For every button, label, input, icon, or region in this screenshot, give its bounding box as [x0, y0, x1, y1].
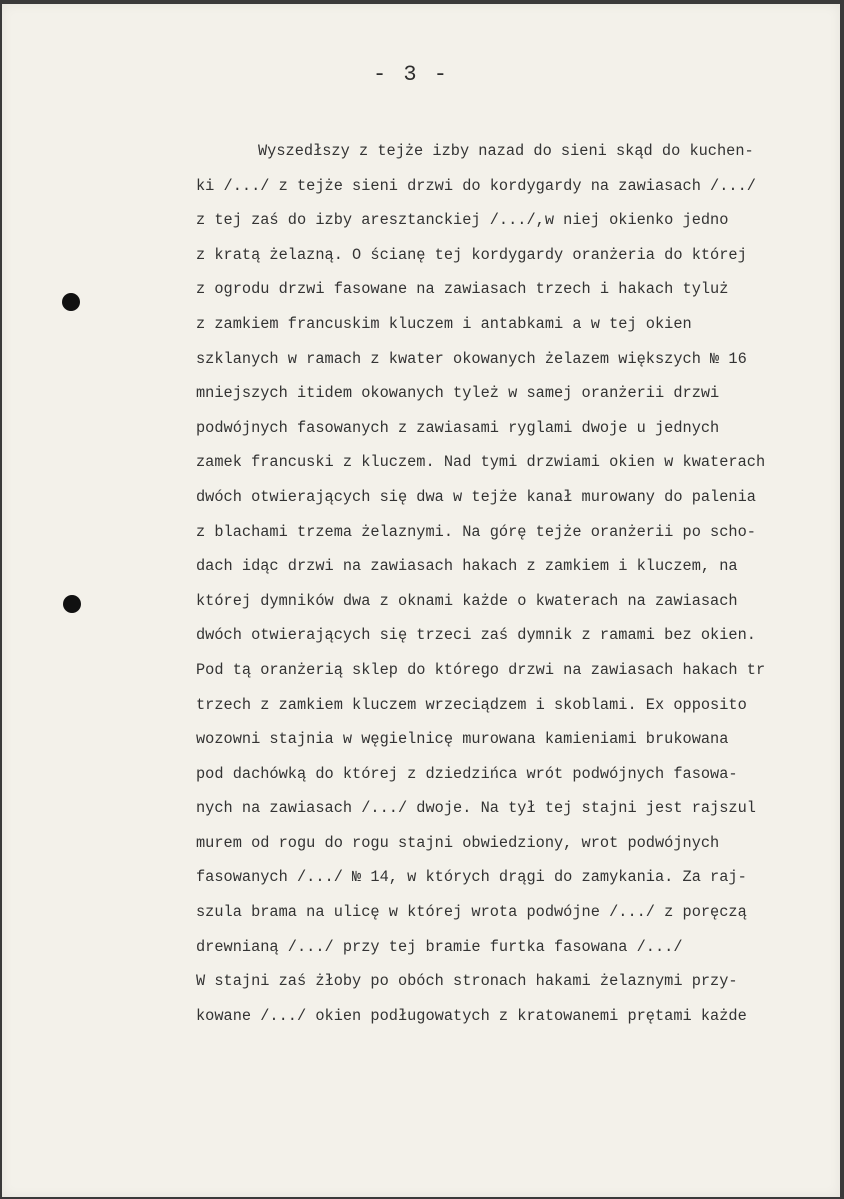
text-line: wozowni stajnia w węgielnicę murowana kamieniami brukowana [196, 730, 729, 749]
text-line: ki /.../ z tejże sieni drzwi do kordygardy na zawiasach /.../ [196, 176, 756, 195]
text-line: z zamkiem francuskim kluczem i antabkami a w tej okien [196, 314, 692, 333]
text-line: podwójnych fasowanych z zawiasami ryglami dwoje u jednych [196, 418, 720, 437]
text-line: trzech z zamkiem kluczem wrzeciądzem i skoblami. Ex opposito [196, 695, 747, 714]
text-line: z blachami trzema żelaznymi. Na górę tejże oranżerii po scho- [196, 522, 756, 541]
punch-hole-top [62, 293, 80, 311]
text-line: szklanych w ramach z kwater okowanych żelazem większych № 16 [196, 349, 747, 368]
text-line: z ogrodu drzwi fasowane na zawiasach trzech i hakach tyluż [196, 280, 729, 299]
text-line: murem od rogu do rogu stajni obwiedziony, wrot podwójnych [196, 833, 720, 852]
text-line: fasowanych /.../ № 14, w których drągi do zamykania. Za raj- [196, 868, 747, 887]
text-line: W stajni zaś żłoby po obóch stronach hakami żelaznymi przy- [196, 972, 738, 991]
text-line: Wyszedłszy z tejże izby nazad do sieni skąd do kuchen- [258, 142, 754, 160]
text-line: nych na zawiasach /.../ dwoje. Na tył tej stajni jest rajszul [196, 799, 756, 818]
text-line: pod dachówką do której z dziedzińca wrót podwójnych fasowa- [196, 764, 738, 783]
text-line: dwóch otwierających się dwa w tejże kanał murowany do palenia [196, 487, 756, 506]
text-line: szula brama na ulicę w której wrota podwójne /.../ z poręczą [196, 903, 747, 922]
typed-body-text [196, 134, 836, 1033]
page-number: - 3 - [372, 62, 449, 87]
text-line: której dymników dwa z oknami każde o kwaterach na zawiasach [196, 591, 738, 610]
text-line: zamek francuski z kluczem. Nad tymi drzwiami okien w kwaterach [196, 453, 766, 472]
text-line: z kratą żelazną. O ścianę tej kordygardy oranżeria do której [196, 245, 747, 264]
document-page [2, 4, 840, 1197]
text-line: mniejszych itidem okowanych tyleż w samej oranżerii drzwi [196, 384, 720, 403]
text-line: Pod tą oranżerią sklep do którego drzwi na zawiasach hakach tr [196, 660, 766, 679]
text-line: dwóch otwierających się trzeci zaś dymnik z ramami bez okien. [196, 626, 756, 645]
text-line: z tej zaś do izby aresztanckiej /.../,w niej okienko jedno [196, 211, 729, 230]
text-line: kowane /.../ okien podługowatych z kratowanemi prętami każde [196, 1006, 747, 1025]
text-line: drewnianą /.../ przy tej bramie furtka fasowana /.../ [196, 937, 683, 956]
punch-hole-bottom [63, 595, 81, 613]
text-line: dach idąc drzwi na zawiasach hakach z zamkiem i kluczem, na [196, 557, 738, 576]
